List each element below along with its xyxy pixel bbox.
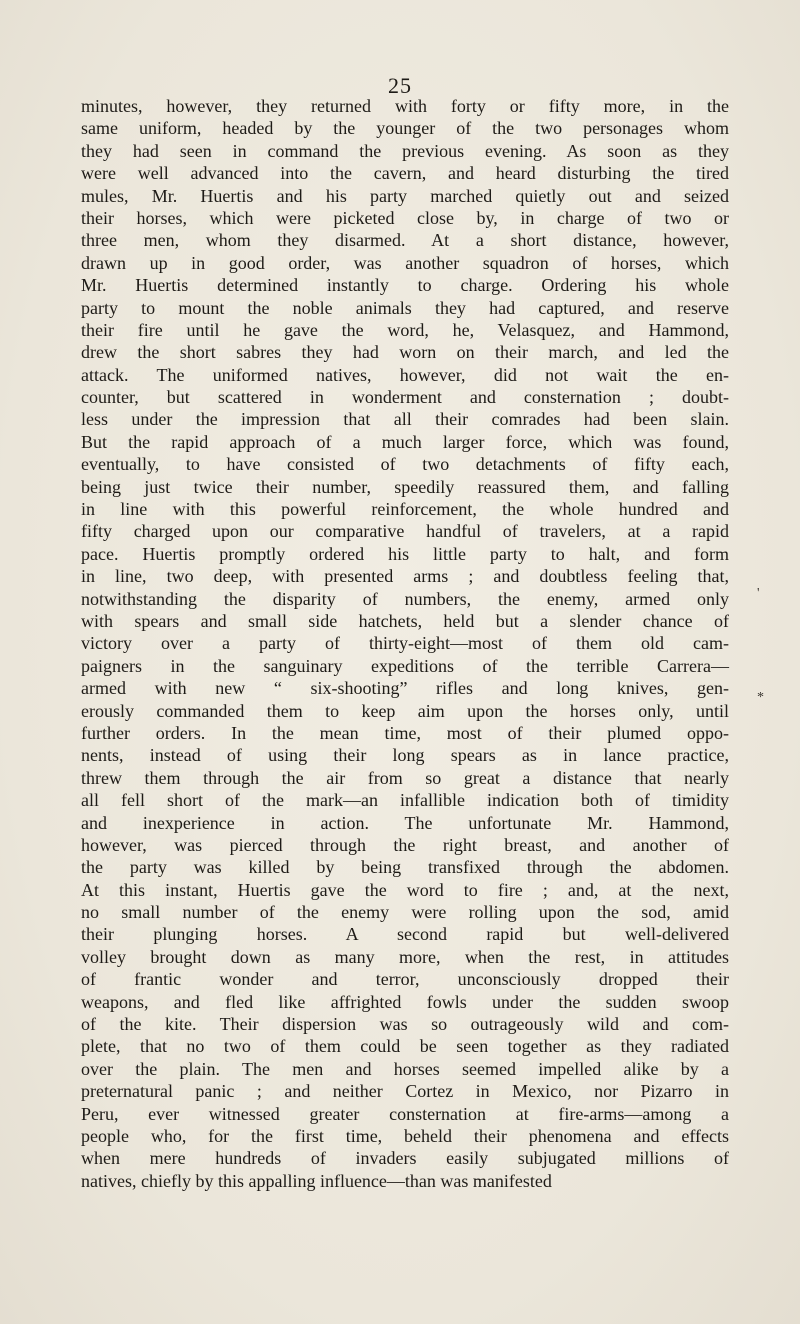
text-line: nents, instead of using their long spears as in lance practice, [81,745,729,766]
text-line: over the plain. The men and horses seemed impelled alike by a [81,1058,729,1079]
text-line: the party was killed by being transfixed through the abdomen. [81,857,729,878]
text-line: plete, that no two of them could be seen together as they radiated [81,1036,729,1057]
text-line: however, was pierced through the right breast, and another of [81,834,729,855]
text-line: counter, but scattered in wonderment and consternation ; doubt- [81,387,729,408]
text-line: with spears and small side hatchets, held but a slender chance of [81,610,729,631]
text-line: in line, two deep, with presented arms ; and doubtless feeling that, [81,566,729,587]
text-line: party to mount the noble animals they had captured, and reserve [81,297,729,318]
text-line: preternatural panic ; and neither Cortez in Mexico, nor Pizarro in [81,1081,729,1102]
text-line: they had seen in command the previous evening. As soon as they [81,140,729,161]
margin-mark: ' [757,586,760,601]
text-line: their horses, which were picketed close by, in charge of two or [81,207,729,228]
page-number: 25 [388,73,412,98]
text-line: mules, Mr. Huertis and his party marched quietly out and seized [81,185,729,206]
text-line: minutes, however, they returned with forty or fifty more, in the [81,96,729,116]
text-line: and inexperience in action. The unfortunate Mr. Hammond, [81,812,729,833]
text-line: eventually, to have consisted of two detachments of fifty each, [81,454,729,475]
text-line: less under the impression that all their comrades had been slain. [81,409,729,430]
text-line: fifty charged upon our comparative handful of travelers, at a rapid [81,521,729,542]
text-line: being just twice their number, speedily reassured them, and falling [81,476,729,497]
text-line: At this instant, Huertis gave the word to fire ; and, at the next, [81,879,729,900]
text-line: drawn up in good order, was another squadron of horses, which [81,252,729,273]
text-line: natives, chiefly by this appalling influence—than was manifested [81,1170,552,1191]
text-line: pace. Huertis promptly ordered his little party to halt, and form [81,543,729,564]
margin-mark: * [757,690,764,705]
text-line: all fell short of the mark—an infallible indication both of timidity [81,790,729,811]
body-text [81,95,729,1192]
text-line: armed with new “ six-shooting” rifles and long knives, gen- [81,678,729,699]
text-line: their fire until he gave the word, he, Velasquez, and Hammond, [81,319,729,340]
text-line: paigners in the sanguinary expeditions of the terrible Carrera— [81,655,729,676]
text-line: drew the short sabres they had worn on their march, and led the [81,342,729,363]
text-line: victory over a party of thirty-eight—most of them old cam- [81,633,729,654]
text-line: of frantic wonder and terror, unconsciously dropped their [81,969,729,990]
text-line: when mere hundreds of invaders easily subjugated millions of [81,1148,729,1169]
text-line: weapons, and fled like affrighted fowls under the sudden swoop [81,991,729,1012]
text-line: no small number of the enemy were rolling upon the sod, amid [81,902,729,923]
text-line: were well advanced into the cavern, and heard disturbing the tired [81,163,729,184]
text-line: their plunging horses. A second rapid but well-delivered [81,924,729,945]
text-line: threw them through the air from so great a distance that nearly [81,767,729,788]
text-line: volley brought down as many more, when the rest, in attitudes [81,946,729,967]
text-line: further orders. In the mean time, most of their plumed oppo- [81,722,729,743]
text-line: in line with this powerful reinforcement, the whole hundred and [81,499,729,520]
text-line: notwithstanding the disparity of numbers, the enemy, armed only [81,588,729,609]
text-line: Peru, ever witnessed greater consternation at fire-arms—among a [81,1103,729,1124]
text-line: attack. The uniformed natives, however, did not wait the en- [81,364,729,385]
text-line: erously commanded them to keep aim upon the horses only, until [81,700,729,721]
text-line: three men, whom they disarmed. At a short distance, however, [81,230,729,251]
text-line: of the kite. Their dispersion was so outrageously wild and com- [81,1014,729,1035]
text-line: But the rapid approach of a much larger force, which was found, [81,431,729,452]
text-line: same uniform, headed by the younger of the two personages whom [81,118,729,139]
text-line: people who, for the first time, beheld their phenomena and effects [81,1125,729,1146]
text-line: Mr. Huertis determined instantly to charge. Ordering his whole [81,275,729,296]
